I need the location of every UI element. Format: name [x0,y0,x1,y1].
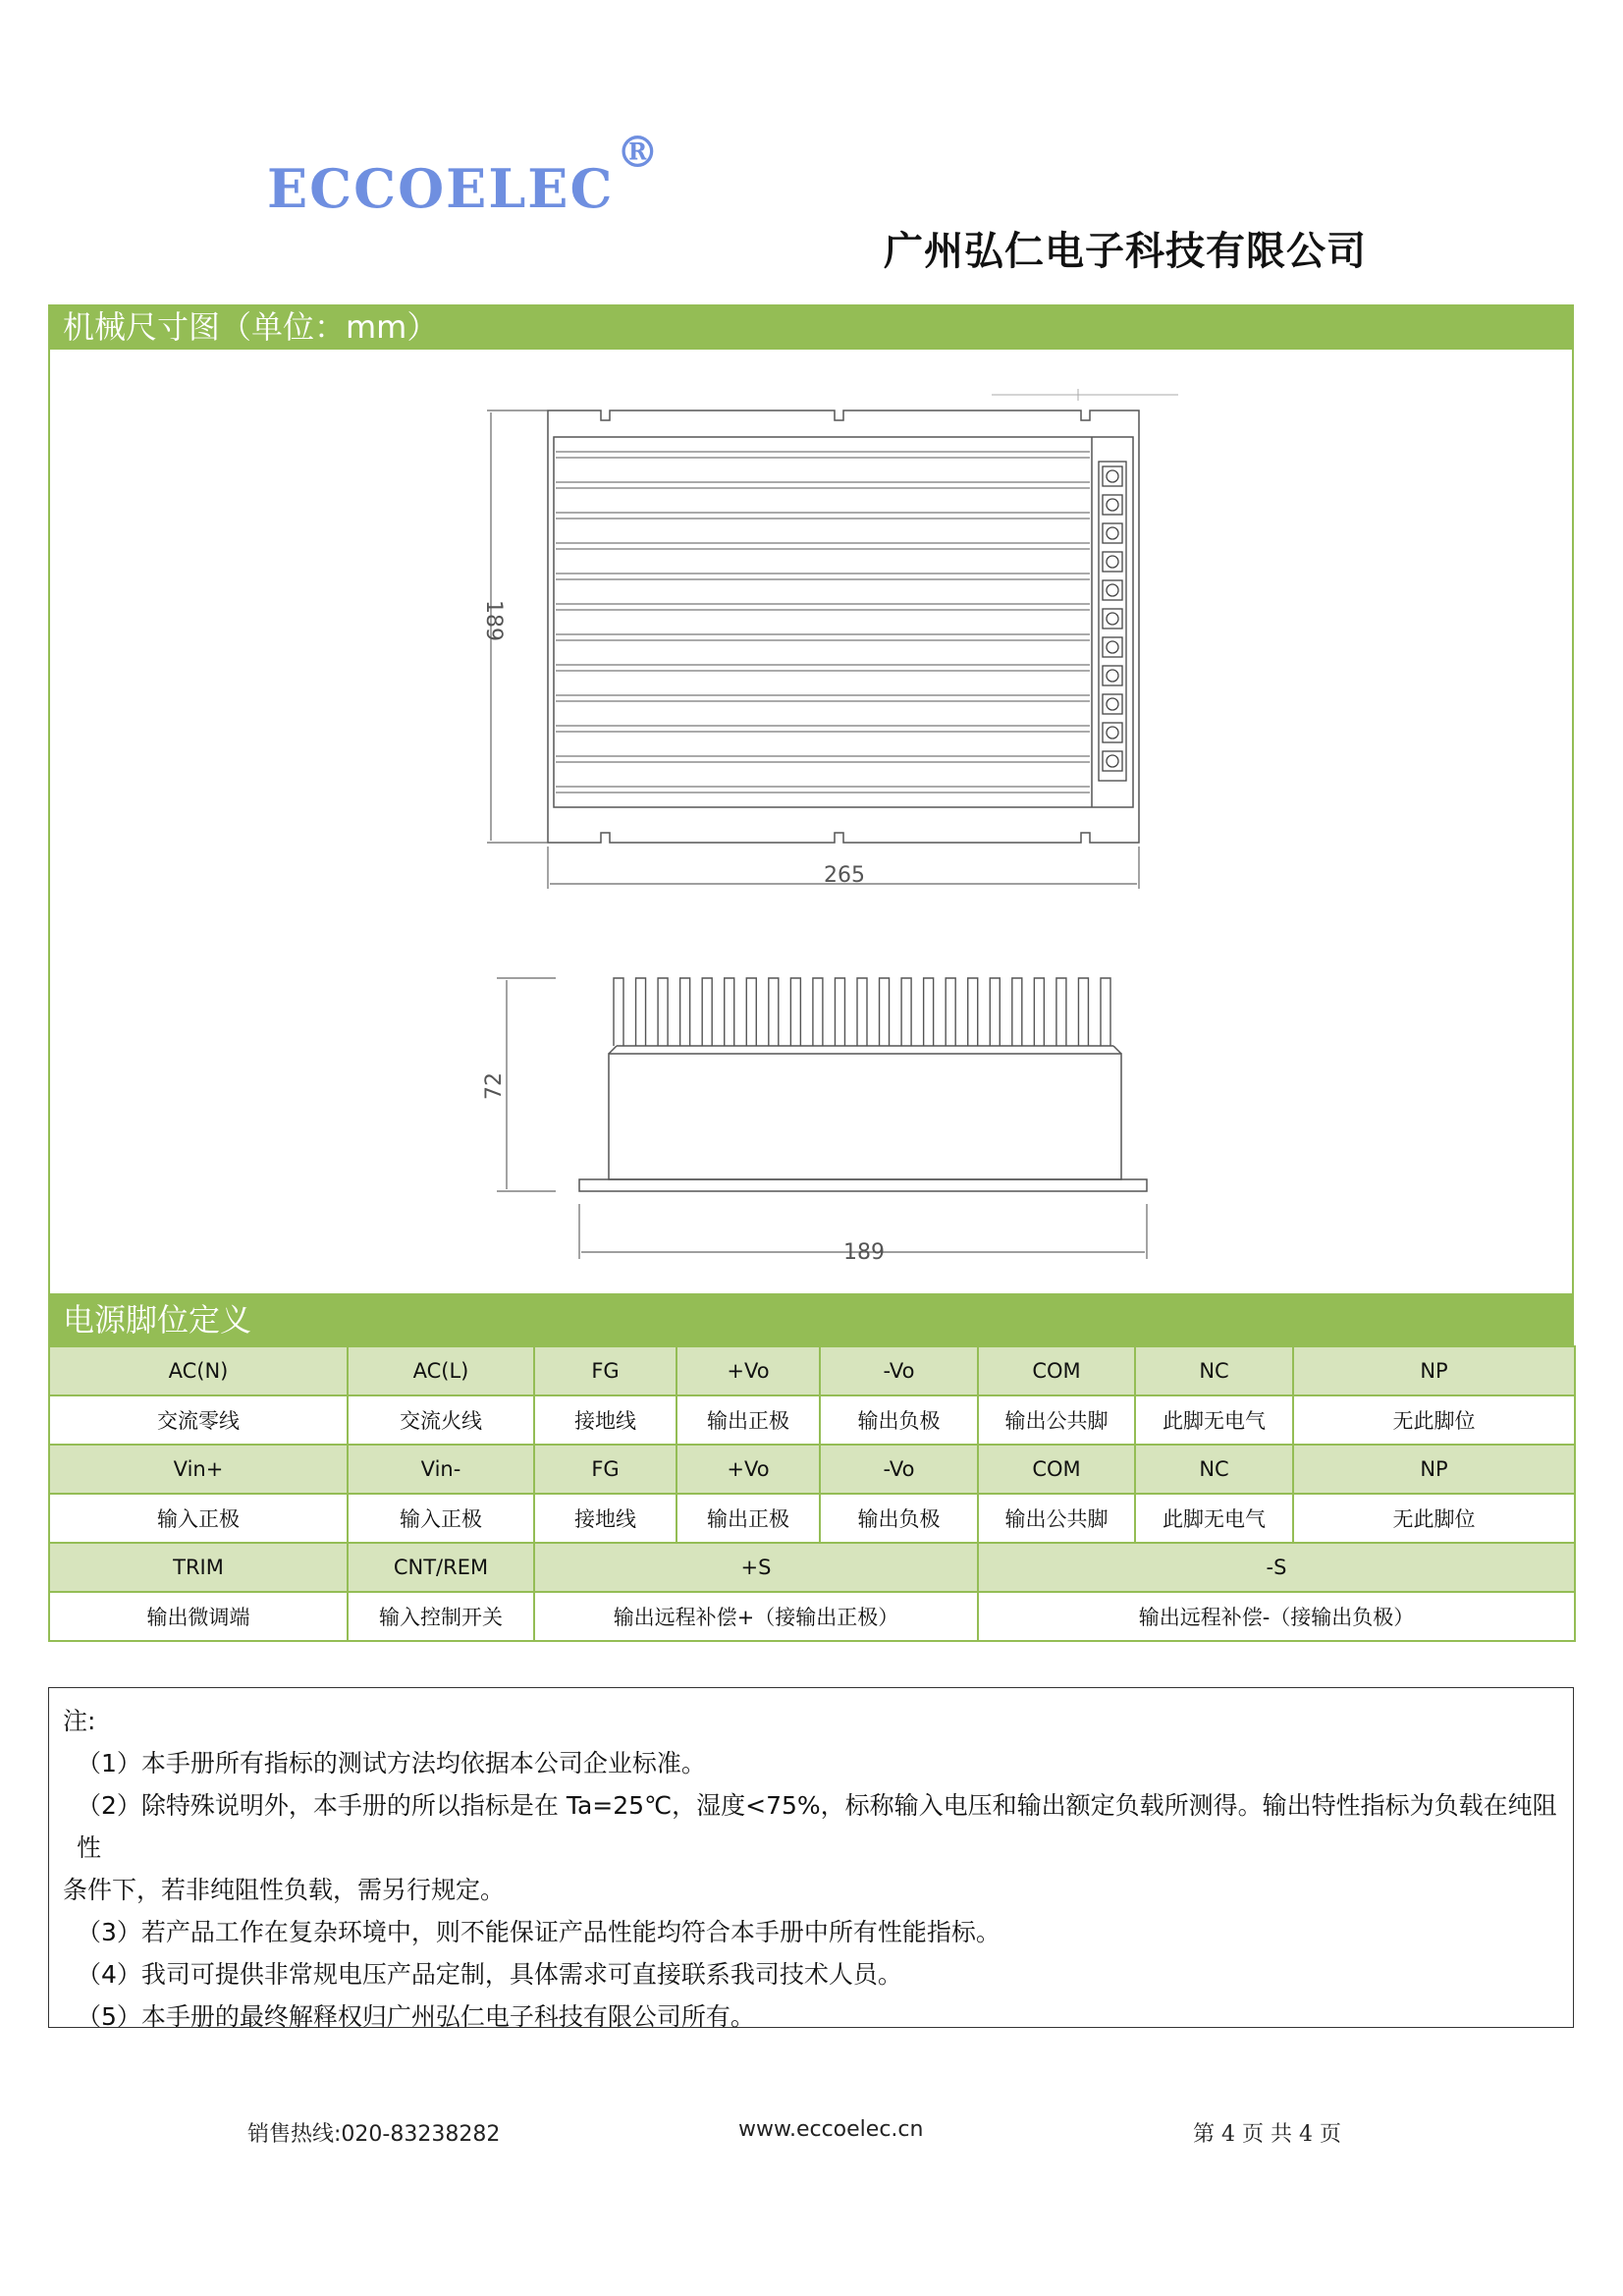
dim-top-width: 265 [824,863,865,888]
note-item: （4）我司可提供非常规电压产品定制，具体需求可直接联系我司技术人员。 [77,1960,902,1989]
pin-cell: 输出远程补偿+（接输出正极） [534,1592,978,1641]
pin-cell: TRIM [49,1543,348,1592]
pin-row-dc-names [49,1445,1575,1494]
pin-cell: 无此脚位 [1293,1494,1575,1543]
pin-cell: 输入控制开关 [348,1592,534,1641]
pin-cell: 输入正极 [49,1494,348,1543]
heatsink-fin [769,978,779,1046]
pin-cell: 接地线 [534,1395,676,1445]
pin-cell: 输出负极 [820,1395,978,1445]
dim-side-height: 72 [482,1072,507,1100]
logo-text: ECCOELEC [267,157,615,220]
pin-cell: -Vo [820,1346,978,1395]
heatsink-fin [990,978,1000,1046]
pin-cell: 此脚无电气 [1135,1494,1293,1543]
pin-cell: 此脚无电气 [1135,1395,1293,1445]
pin-cell: 无此脚位 [1293,1395,1575,1445]
pin-cell: 输出远程补偿-（接输出负极） [978,1592,1575,1641]
heatsink-fin [924,978,934,1046]
heatsink-fin [1034,978,1044,1046]
note-item: （3）若产品工作在复杂环境中，则不能保证产品性能均符合本手册中所有性能指标。 [77,1918,1001,1946]
notes-box [48,1687,1574,2031]
footer-page-number: 第 4 页 共 4 页 [1193,2122,1341,2147]
heatsink-fin [813,978,823,1046]
pin-cell: 输入正极 [348,1494,534,1543]
pin-cell: 输出正极 [676,1494,820,1543]
pin-cell: 输出负极 [820,1494,978,1543]
dim-side-width: 189 [843,1240,885,1265]
pin-cell: COM [978,1346,1135,1395]
footer-website[interactable]: www.eccoelec.cn [738,2117,924,2142]
pin-cell: NP [1293,1445,1575,1494]
pin-definition-table [48,1345,1576,1642]
pin-cell: AC(L) [348,1346,534,1395]
pin-cell: 交流零线 [49,1395,348,1445]
note-item: （1）本手册所有指标的测试方法均依据本公司企业标准。 [77,1749,706,1777]
heatsink-fin [746,978,756,1046]
pin-cell: 输出公共脚 [978,1494,1135,1543]
pin-row-ac-desc [49,1395,1575,1445]
pin-cell: +Vo [676,1445,820,1494]
pin-row-ac-names [49,1346,1575,1395]
heatsink-fin [835,978,844,1046]
pin-row-dc-desc [49,1494,1575,1543]
pin-cell: AC(N) [49,1346,348,1395]
pin-cell: CNT/REM [348,1543,534,1592]
heatsink-fin [614,978,623,1046]
pin-cell: FG [534,1346,676,1395]
pin-cell: -Vo [820,1445,978,1494]
heatsink-fin [680,978,690,1046]
heatsink-fin [790,978,800,1046]
heatsink-fin [1078,978,1088,1046]
notes-heading: 注: [63,1707,96,1735]
pin-row-ctrl-desc [49,1592,1575,1641]
heatsink-fin [880,978,890,1046]
pin-cell: 输出微调端 [49,1592,348,1641]
company-name: 广州弘仁电子科技有限公司 [884,229,1367,274]
dim-top-height: 189 [481,600,506,641]
pin-cell: Vin+ [49,1445,348,1494]
pin-cell: COM [978,1445,1135,1494]
heatsink-fin [857,978,867,1046]
heatsink-fin [968,978,978,1046]
heatsink-fin [1012,978,1022,1046]
footer-hotline: 销售热线:020-83238282 [247,2122,501,2147]
pin-cell: +S [534,1543,978,1592]
heatsink-fin [1056,978,1066,1046]
registered-mark: ® [616,128,662,178]
note-item-continued: 条件下，若非纯阻性负载，需另行规定。 [63,1876,506,1904]
heatsink-fin [901,978,911,1046]
pin-cell: NC [1135,1445,1293,1494]
pin-cell: NP [1293,1346,1575,1395]
pin-cell: FG [534,1445,676,1494]
pin-cell: 接地线 [534,1494,676,1543]
pin-cell: NC [1135,1346,1293,1395]
pin-row-ctrl-names [49,1543,1575,1592]
pin-cell: 交流火线 [348,1395,534,1445]
note-item: （5）本手册的最终解释权归广州弘仁电子科技有限公司所有。 [77,2002,755,2031]
pin-section-title: 电源脚位定义 [48,1295,1574,1345]
pin-cell: 输出正极 [676,1395,820,1445]
heatsink-fin [725,978,734,1046]
mechanical-section-title: 机械尺寸图（单位：mm） [48,304,1574,350]
heatsink-fin [702,978,712,1046]
heatsink-fin [1101,978,1110,1046]
pin-cell: +Vo [676,1346,820,1395]
heatsink-fin [636,978,646,1046]
note-item: （2）除特殊说明外，本手册的所以指标是在 Ta=25℃，湿度<75%，标称输入电压和输出额定负载所测得。输出特性指标为负载在纯阻性 [77,1791,1557,1862]
pin-cell: Vin- [348,1445,534,1494]
pin-cell: 输出公共脚 [978,1395,1135,1445]
heatsink-fin [946,978,955,1046]
pin-cell: -S [978,1543,1575,1592]
heatsink-fin [658,978,668,1046]
